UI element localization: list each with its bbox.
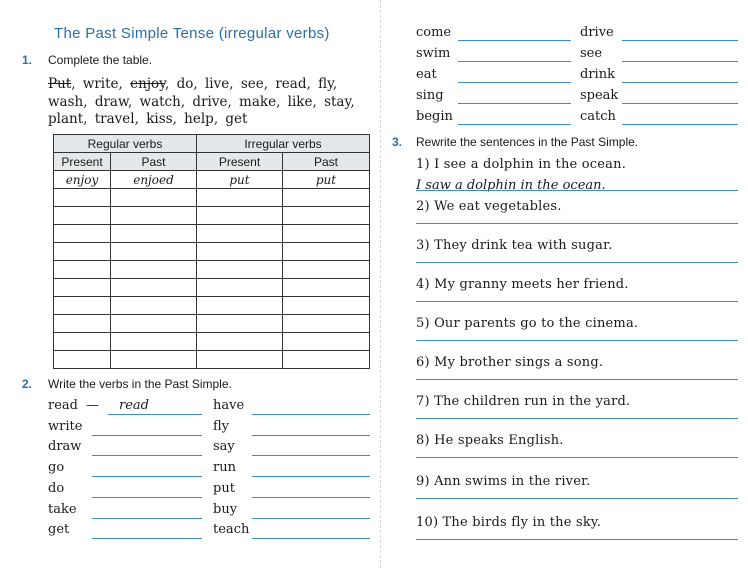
col-header-present: Present	[197, 153, 283, 171]
table-row	[54, 351, 370, 369]
word-separator: ,	[180, 93, 193, 110]
table-cell[interactable]	[111, 243, 197, 261]
irregular-verbs-header: Irregular verbs	[197, 135, 370, 153]
word-item: read	[275, 76, 307, 92]
verb-label: drive	[580, 25, 614, 40]
table-cell[interactable]	[54, 207, 111, 225]
verb-label: put	[213, 480, 235, 496]
ex3-instruction: Rewrite the sentences in the Past Simple.	[416, 135, 639, 149]
verb-label: speak	[580, 88, 619, 103]
answer-line[interactable]	[416, 539, 738, 540]
sentence: 7) The children run in the yard.	[416, 394, 631, 409]
verb-label: teach	[213, 522, 250, 538]
table-cell[interactable]	[283, 333, 370, 351]
table-cell[interactable]	[283, 261, 370, 279]
table-cell[interactable]	[197, 351, 283, 369]
verb-label: get	[48, 522, 70, 538]
table-row	[54, 189, 370, 207]
word-separator: ,	[172, 111, 185, 127]
word-separator: ,	[193, 76, 205, 92]
table-cell[interactable]	[111, 333, 197, 351]
answer-line[interactable]	[252, 476, 370, 477]
sentence: 3) They drink tea with sugar.	[416, 238, 613, 253]
answer-line[interactable]	[622, 82, 738, 83]
word-separator: ,	[350, 93, 355, 110]
sentence: 5) Our parents go to the cinema.	[416, 316, 639, 331]
word-separator: ,	[332, 76, 338, 92]
table-cell[interactable]	[283, 279, 370, 297]
sentence: 6) My brother sings a song.	[416, 355, 604, 370]
answer-line[interactable]	[252, 497, 370, 498]
verb-label: catch	[580, 109, 616, 124]
table-cell[interactable]	[283, 297, 370, 315]
answer-line[interactable]	[622, 61, 738, 62]
word-separator: ,	[229, 76, 241, 92]
table-row	[54, 297, 370, 315]
table-row	[54, 333, 370, 351]
table-cell[interactable]	[197, 279, 283, 297]
col-header-past: Past	[111, 153, 197, 171]
verb-label: come	[416, 25, 452, 40]
answer-line[interactable]	[252, 414, 370, 415]
answer-line[interactable]	[252, 538, 370, 539]
answer-line[interactable]	[416, 262, 738, 263]
table-cell[interactable]	[54, 225, 111, 243]
word-item: plant	[48, 111, 84, 127]
sentence: 2) We eat vegetables.	[416, 199, 562, 214]
answer-line[interactable]	[458, 61, 571, 62]
verb-label: swim	[416, 46, 451, 61]
word-item: get	[225, 111, 248, 127]
answer-line[interactable]	[252, 455, 370, 456]
sentence: 8) He speaks English.	[416, 433, 564, 448]
table-cell[interactable]	[197, 297, 283, 315]
table-cell[interactable]	[197, 189, 283, 207]
sentence: 4) My granny meets her friend.	[416, 277, 629, 292]
answer-line[interactable]	[252, 518, 370, 519]
table-cell[interactable]	[111, 279, 197, 297]
word-separator: ,	[276, 93, 288, 110]
verb-label: buy	[213, 501, 238, 517]
sentence: 10) The birds fly in the sky.	[416, 515, 602, 530]
verb-label: read	[48, 398, 78, 413]
table-cell[interactable]	[283, 189, 370, 207]
verb-label: fly	[213, 418, 230, 434]
word-separator: ,	[312, 93, 325, 110]
word-item: kiss	[146, 111, 173, 127]
table-cell[interactable]	[283, 243, 370, 261]
answer-line[interactable]	[416, 190, 738, 191]
table-cell[interactable]	[111, 351, 197, 369]
word-item: watch	[139, 93, 181, 110]
table-row	[54, 207, 370, 225]
answer-text: I saw a dolphin in the ocean.	[416, 178, 606, 193]
word-item: write	[82, 76, 119, 92]
ex2-number: 2.	[22, 377, 33, 391]
verb-label: take	[48, 501, 77, 517]
table-cell[interactable]	[197, 207, 283, 225]
table-cell[interactable]	[54, 279, 111, 297]
verb-label: say	[213, 439, 235, 455]
regular-verbs-header: Regular verbs	[54, 135, 197, 153]
ex2-instruction: Write the verbs in the Past Simple.	[48, 377, 232, 391]
table-cell[interactable]	[54, 351, 111, 369]
table-cell[interactable]	[54, 189, 111, 207]
answer-line[interactable]	[416, 301, 738, 302]
table-cell[interactable]	[111, 297, 197, 315]
word-item: help	[184, 111, 214, 127]
word-separator: ,	[83, 111, 95, 127]
table-cell[interactable]	[283, 351, 370, 369]
answer-line[interactable]	[416, 223, 738, 224]
word-item: like	[287, 93, 313, 110]
answer-line[interactable]	[416, 379, 738, 380]
example-cell: put	[283, 171, 370, 189]
word-separator: ,	[164, 76, 177, 92]
answer-line[interactable]	[108, 414, 202, 415]
word-item: fly	[318, 76, 333, 92]
table-cell[interactable]	[197, 243, 283, 261]
table-cell[interactable]	[111, 261, 197, 279]
ex3-number: 3.	[392, 135, 403, 149]
verb-label: see	[580, 46, 603, 61]
word-item: draw	[94, 93, 128, 110]
word-item: live	[204, 76, 230, 92]
table-cell[interactable]	[111, 189, 197, 207]
word-item: do	[176, 76, 194, 92]
verb-label: sing	[416, 88, 444, 103]
verb-label: write	[48, 418, 83, 434]
table-cell[interactable]	[54, 297, 111, 315]
ex1-instruction: Complete the table.	[48, 53, 153, 67]
sentence: 1) I see a dolphin in the ocean.	[416, 157, 627, 172]
table-cell[interactable]	[197, 315, 283, 333]
answer-line[interactable]	[416, 418, 738, 419]
answer-line[interactable]	[458, 82, 571, 83]
answer-line[interactable]	[92, 476, 202, 477]
answer-line[interactable]	[92, 518, 202, 519]
answer-line[interactable]	[458, 124, 571, 125]
answer-line[interactable]	[252, 435, 370, 436]
word-item: enjoy	[130, 76, 165, 92]
word-item: drive	[192, 93, 228, 110]
table-cell[interactable]	[197, 261, 283, 279]
table-row	[54, 261, 370, 279]
dash: —	[86, 398, 99, 413]
word-item: Put	[48, 76, 72, 92]
answer-line[interactable]	[92, 497, 202, 498]
word-separator: ,	[134, 111, 147, 127]
table-cell[interactable]	[111, 207, 197, 225]
verb-label: draw	[48, 439, 82, 455]
sentence: 9) Ann swims in the river.	[416, 474, 591, 489]
col-header-past: Past	[283, 153, 370, 171]
verb-label: do	[48, 480, 65, 496]
verb-label: eat	[416, 67, 437, 82]
answer-line[interactable]	[416, 340, 738, 341]
word-separator: ,	[118, 76, 131, 92]
table-row	[54, 243, 370, 261]
table-cell[interactable]	[283, 225, 370, 243]
word-separator: ,	[83, 93, 95, 110]
verb-label: drink	[580, 67, 615, 82]
word-item: stay	[324, 93, 351, 110]
table-cell[interactable]	[111, 315, 197, 333]
answer-line[interactable]	[92, 538, 202, 539]
verb-label: run	[213, 460, 236, 476]
page-title: The Past Simple Tense (irregular verbs)	[54, 25, 330, 42]
page-divider	[380, 0, 381, 568]
table-row	[54, 279, 370, 297]
table-cell[interactable]	[54, 243, 111, 261]
verb-label: begin	[416, 109, 453, 124]
table-cell[interactable]	[54, 315, 111, 333]
answer-line[interactable]	[92, 435, 202, 436]
answer-line[interactable]	[92, 455, 202, 456]
ex1-number: 1.	[22, 53, 33, 67]
word-item: make	[239, 93, 277, 110]
answer-line[interactable]	[458, 40, 571, 41]
word-separator: ,	[227, 93, 240, 110]
table-cell[interactable]	[283, 315, 370, 333]
answer-line[interactable]	[622, 40, 738, 41]
answer-line[interactable]	[622, 103, 738, 104]
word-separator: ,	[263, 76, 276, 92]
ex1-word-list	[48, 76, 373, 129]
example-cell: put	[197, 171, 283, 189]
example-cell: enjoy	[54, 171, 111, 189]
word-item: travel	[94, 111, 135, 127]
answer-line[interactable]	[416, 457, 738, 458]
table-row	[54, 225, 370, 243]
table-cell[interactable]	[111, 225, 197, 243]
verb-label: go	[48, 460, 65, 476]
table-row	[54, 315, 370, 333]
ex1-table	[53, 134, 370, 369]
answer-line[interactable]	[622, 124, 738, 125]
table-cell[interactable]	[54, 261, 111, 279]
answer-text: read	[119, 398, 149, 413]
answer-line[interactable]	[416, 498, 738, 499]
table-cell[interactable]	[197, 225, 283, 243]
word-item: wash	[48, 93, 84, 110]
answer-line[interactable]	[458, 103, 571, 104]
example-cell: enjoed	[111, 171, 197, 189]
col-header-present: Present	[54, 153, 111, 171]
word-separator: ,	[306, 76, 319, 92]
word-separator: ,	[213, 111, 226, 127]
word-item: see	[240, 76, 264, 92]
table-cell[interactable]	[283, 207, 370, 225]
table-cell[interactable]	[54, 333, 111, 351]
word-separator: ,	[127, 93, 140, 110]
verb-label: have	[213, 398, 245, 413]
word-separator: ,	[71, 76, 83, 92]
table-cell[interactable]	[197, 333, 283, 351]
